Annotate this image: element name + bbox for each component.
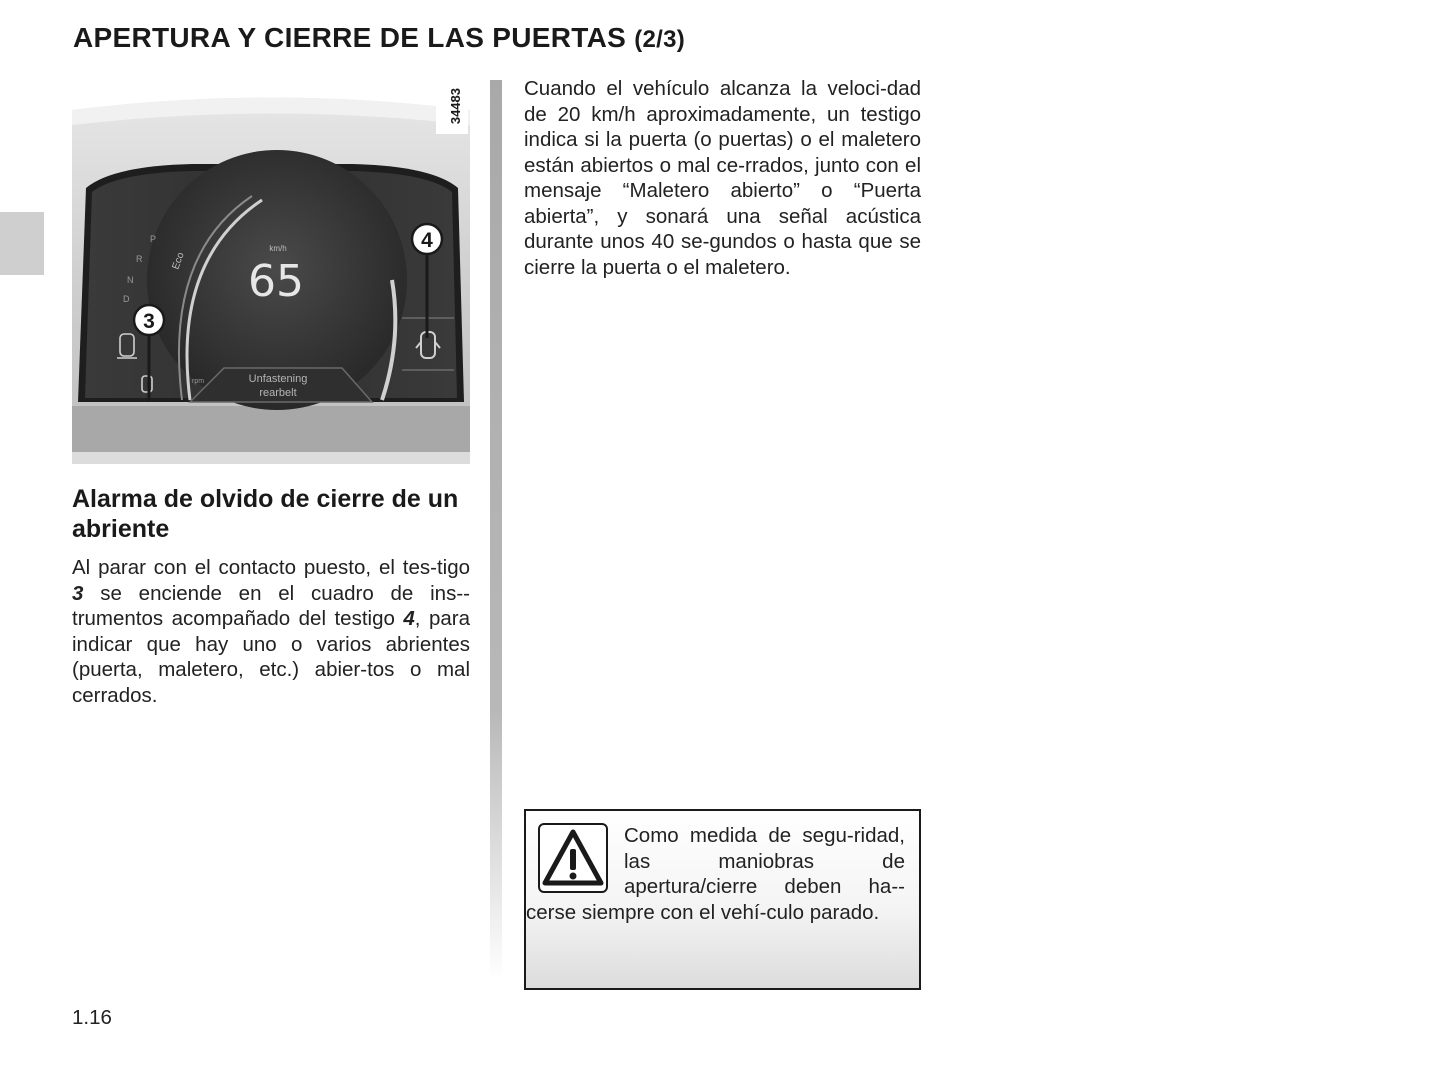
speed-warning-paragraph: Cuando el vehículo alcanza la veloci-dad de 20 km/h aproximadamente, un testigo indica si la puerta (o puertas) o el maletero están abiertos o mal ce-rrados, junto con el mensaje “Maletero abierto” o “Puerta abierta”, y sonará una señal acústica durante unos 40 se-gundos o hasta que se cierre la puerta o el maletero. xyxy=(524,77,921,279)
paragraph-part-1: Al parar con el contacto puesto, el tes-tigo xyxy=(72,556,470,579)
paragraph-part-3: , para indicar que hay uno o varios abrientes (puerta, maletero, etc.) abier-tos o mal cerrados. xyxy=(72,607,470,707)
safety-warning-box xyxy=(524,809,921,990)
speed-readout: 65 xyxy=(248,256,304,307)
warning-triangle-icon xyxy=(538,823,608,893)
page-title-text: APERTURA Y CIERRE DE LAS PUERTAS xyxy=(73,22,627,53)
rpm-label: rpm xyxy=(192,378,205,385)
paragraph-part-2: se enciende en el cuadro de ins-trumentos acompañado del testigo xyxy=(72,581,470,630)
section-tab-marker xyxy=(0,212,44,275)
gear-indicator-p: P xyxy=(150,234,157,244)
section-paragraph xyxy=(72,555,470,708)
callout-4-label: 4 xyxy=(421,229,433,252)
page-part-indicator: (2/3) xyxy=(634,26,686,53)
column-divider xyxy=(490,80,502,980)
safety-warning-text: Como medida de segu-ridad, las maniobras de apertura/cierre deben ha-cerse siempre con el vehí-culo parado. xyxy=(526,824,905,924)
callout-3-reference: 3 xyxy=(72,581,84,605)
cluster-message-line2: rearbelt xyxy=(259,387,297,399)
gear-indicator-n: N xyxy=(127,275,134,285)
page-title xyxy=(73,22,685,54)
figure-ref-number: 34483 xyxy=(448,88,463,125)
gear-indicator-r: R xyxy=(136,254,143,264)
section-title: Alarma de olvido de cierre de un abriente xyxy=(72,485,459,543)
eco-label: Eco xyxy=(170,251,187,272)
cluster-message-line1: Unfastening xyxy=(248,373,308,385)
page-number: 1.16 xyxy=(72,1006,112,1029)
callout-3-label: 3 xyxy=(143,310,155,333)
callout-4-reference: 4 xyxy=(403,607,415,630)
gear-indicator-d: D xyxy=(123,294,130,304)
speed-unit-label: km/h xyxy=(269,244,287,253)
instrument-cluster-figure xyxy=(72,80,470,464)
